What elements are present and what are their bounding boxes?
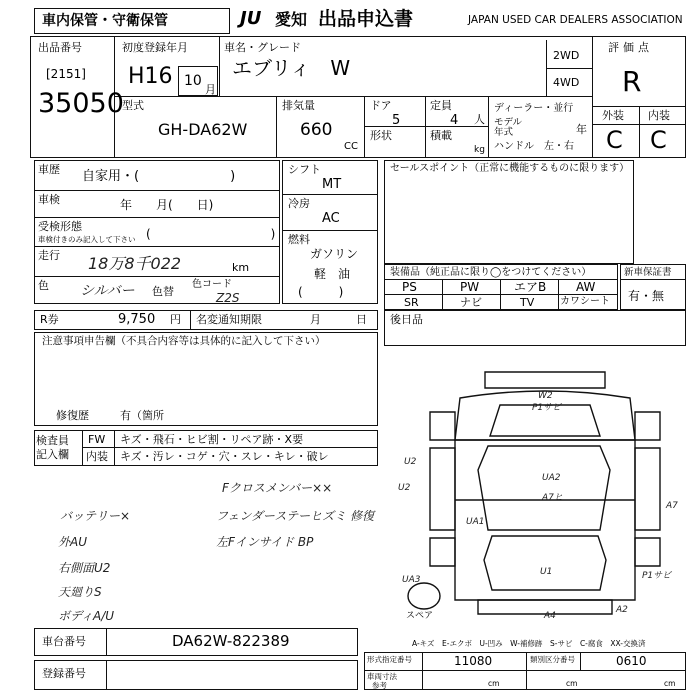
inspector-interior-items: キズ・汚レ・コゲ・穴・スレ・キレ・破レ <box>120 450 329 463</box>
registration-month-unit: 月 <box>205 83 216 96</box>
equipment-tv: TV <box>520 296 535 309</box>
equipment-label: 装備品（純正品に限り◯をつけてください） <box>390 267 592 278</box>
equipment-ps: PS <box>402 280 417 294</box>
equipment-navi: ナビ <box>460 296 482 309</box>
shift-label: シフト <box>288 163 321 176</box>
notes-label: 注意事項申告欄（不具合内容等は具体的に記入して下さい） <box>42 335 326 347</box>
acceptance-label: 受検形態 <box>38 220 82 233</box>
drive-4wd: 4WD <box>553 76 580 89</box>
warranty-value: 有・無 <box>628 289 665 303</box>
color-code-value: Z2S <box>216 291 240 305</box>
mark-ua1: UA1 <box>466 517 485 527</box>
name-change-month: 月 <box>310 313 321 326</box>
model-name: エブリィ W <box>232 56 351 80</box>
type-spec-value: 11080 <box>454 654 493 668</box>
mark-u1: U1 <box>540 567 553 577</box>
lot-number: 35050 <box>38 88 124 119</box>
form-title: 出品申込書 <box>318 8 414 30</box>
mark-p1-rust: P1サビ <box>532 403 562 413</box>
doors-label: ドア <box>370 99 392 112</box>
equipment-airbag: エアB <box>514 280 547 294</box>
equipment-aw: AW <box>576 280 596 294</box>
ju-logo: JU <box>240 8 262 29</box>
model-year-label: モデル 年式 <box>494 117 523 138</box>
mark-w2: W2 <box>538 391 553 401</box>
equipment-leather-seat: カワシート <box>560 296 610 307</box>
note-exterior: 外AU <box>58 535 87 549</box>
lot-code: [2151] <box>46 67 86 81</box>
engine-unit: CC <box>344 141 358 152</box>
storage-label: 車内保管・守衛保管 <box>42 13 168 29</box>
warranty-label: 新車保証書 <box>624 267 672 278</box>
rating-score: R <box>622 65 642 98</box>
history-value: 自家用・( ) <box>82 169 236 184</box>
mark-u2-left-upper: U2 <box>404 457 417 467</box>
fuel-other: ( ) <box>298 285 344 299</box>
equipment-sr: SR <box>404 296 419 309</box>
divider <box>580 652 581 670</box>
note-left-front-inside: 左Fインサイド BP <box>216 535 314 549</box>
note-fender-stay: フェンダーステーヒズミ <box>216 509 347 523</box>
dealer-label: ディーラー・並行 <box>494 103 574 114</box>
engine-value: 660 <box>300 120 333 140</box>
recycle-label: R券 <box>40 313 59 326</box>
color-change-label: 色替 <box>152 285 174 298</box>
equipment-pw: PW <box>460 280 480 294</box>
model-label: 車名・グレード <box>224 41 301 54</box>
divider <box>106 628 107 656</box>
chassis-value: DA62W-822389 <box>172 632 290 650</box>
divider <box>526 652 527 690</box>
note-battery: バッテリー× <box>60 509 131 523</box>
name-change-day: 日 <box>356 313 367 326</box>
inspection-value: 年 月( 日) <box>120 198 214 212</box>
interior-grade: C <box>650 126 667 154</box>
rating-label: 評価点 <box>608 41 653 54</box>
model-year-unit: 年 <box>576 123 587 136</box>
fuel-label: 燃料 <box>288 233 310 246</box>
aircon-value: AC <box>322 211 340 226</box>
interior-label: 内装 <box>648 109 670 122</box>
type-label: 型式 <box>122 99 144 112</box>
color-label: 色 <box>38 279 49 292</box>
type-spec-label: 形式指定番号 <box>367 655 412 664</box>
fuel-diesel: 軽 油 <box>314 267 351 281</box>
capacity-unit: 人 <box>474 113 485 126</box>
shape-label: 形状 <box>370 129 392 142</box>
inspector-label: 検査員 記入欄 <box>36 434 69 462</box>
type-value: GH-DA62W <box>158 120 248 139</box>
back-items-label: 後日品 <box>390 313 423 326</box>
mileage-unit: km <box>232 261 250 274</box>
note-roof: 天廻りS <box>58 585 102 599</box>
registration-label: 初度登録年月 <box>122 41 188 54</box>
note-repair: 修復 <box>350 509 375 523</box>
sales-points-label: セールスポイント（正常に機能するものに限ります） <box>390 163 630 174</box>
inspector-interior-label: 内装 <box>86 450 108 463</box>
mileage-value: 18万8千022 <box>88 254 182 273</box>
lot-label: 出品番号 <box>38 41 82 54</box>
dims-label: 車両寸法 <box>367 672 397 681</box>
drive-2wd: 2WD <box>553 49 580 62</box>
mark-a7-right: A7 <box>666 501 678 511</box>
load-unit: kg <box>474 145 485 155</box>
fuel-gas: ガソリン <box>310 247 359 261</box>
dims-unit-1: cm <box>488 679 500 688</box>
capacity-label: 定員 <box>430 99 452 112</box>
recycle-value: 9,750 <box>118 312 156 327</box>
mark-ua2: UA2 <box>542 473 561 483</box>
class-value: 0610 <box>616 654 647 668</box>
note-body: ボディA/U <box>58 609 115 623</box>
inspection-label: 車検 <box>38 193 60 206</box>
aircon-label: 冷房 <box>288 197 310 210</box>
registration-month: 10 <box>184 73 202 89</box>
exterior-label: 外装 <box>602 109 624 122</box>
inspector-fw-label: FW <box>88 433 106 446</box>
dims-unit-3: cm <box>664 679 676 688</box>
capacity-value: 4 <box>450 113 459 128</box>
recycle-unit: 円 <box>170 313 181 326</box>
engine-label: 排気量 <box>282 99 315 112</box>
mark-a7-crack: A7ヒ <box>542 493 563 503</box>
handle-label: ハンドル 左・右 <box>494 141 574 152</box>
shift-value: MT <box>322 177 342 192</box>
name-change-label: 名変通知期限 <box>196 313 262 326</box>
repair-label: 修復歴 <box>56 409 89 422</box>
chassis-label: 車台番号 <box>42 635 86 648</box>
dims-ref: 参考 <box>372 681 387 690</box>
acceptance-value: ( ) <box>146 227 276 241</box>
exterior-grade: C <box>606 126 623 154</box>
color-value: シルバー <box>80 283 135 299</box>
plate-label: 登録番号 <box>42 667 86 680</box>
mark-a2: A2 <box>616 605 628 615</box>
logo-text: 愛知 <box>275 10 308 29</box>
mark-p1-rust-rear: P1サビ <box>642 571 672 581</box>
acceptance-note: 車検付きのみ記入して下さい <box>38 235 136 244</box>
mark-ua3: UA3 <box>402 575 421 585</box>
class-label: 類別区分番号 <box>530 655 575 664</box>
damage-legend: A-キズ E-エクボ U-凹み W-補修跡 S-サビ C-腐食 XX-交換済 <box>412 639 646 648</box>
mark-u2-left-lower: U2 <box>398 483 411 493</box>
divider <box>106 660 107 690</box>
association-name: JAPAN USED CAR DEALERS ASSOCIATION <box>468 14 683 26</box>
history-label: 車歴 <box>38 163 60 176</box>
divider <box>422 652 423 690</box>
note-front-cross-member: Fクロスメンバー×× <box>222 481 333 495</box>
repair-value: 有（箇所 <box>120 409 164 422</box>
mileage-label: 走行 <box>38 249 60 262</box>
inspector-fw-items: キズ・飛石・ヒビ割・リペア跡・X要 <box>120 433 304 446</box>
color-code-label: 色コード <box>192 279 232 290</box>
load-label: 積載 <box>430 129 452 142</box>
doors-value: 5 <box>392 113 401 128</box>
registration-year: H16 <box>128 64 173 89</box>
divider <box>364 670 686 671</box>
note-right-side: 右側面U2 <box>58 561 111 575</box>
dims-unit-2: cm <box>566 679 578 688</box>
mark-a4: A4 <box>544 611 556 621</box>
spare-tire-label: スペア <box>406 611 434 621</box>
